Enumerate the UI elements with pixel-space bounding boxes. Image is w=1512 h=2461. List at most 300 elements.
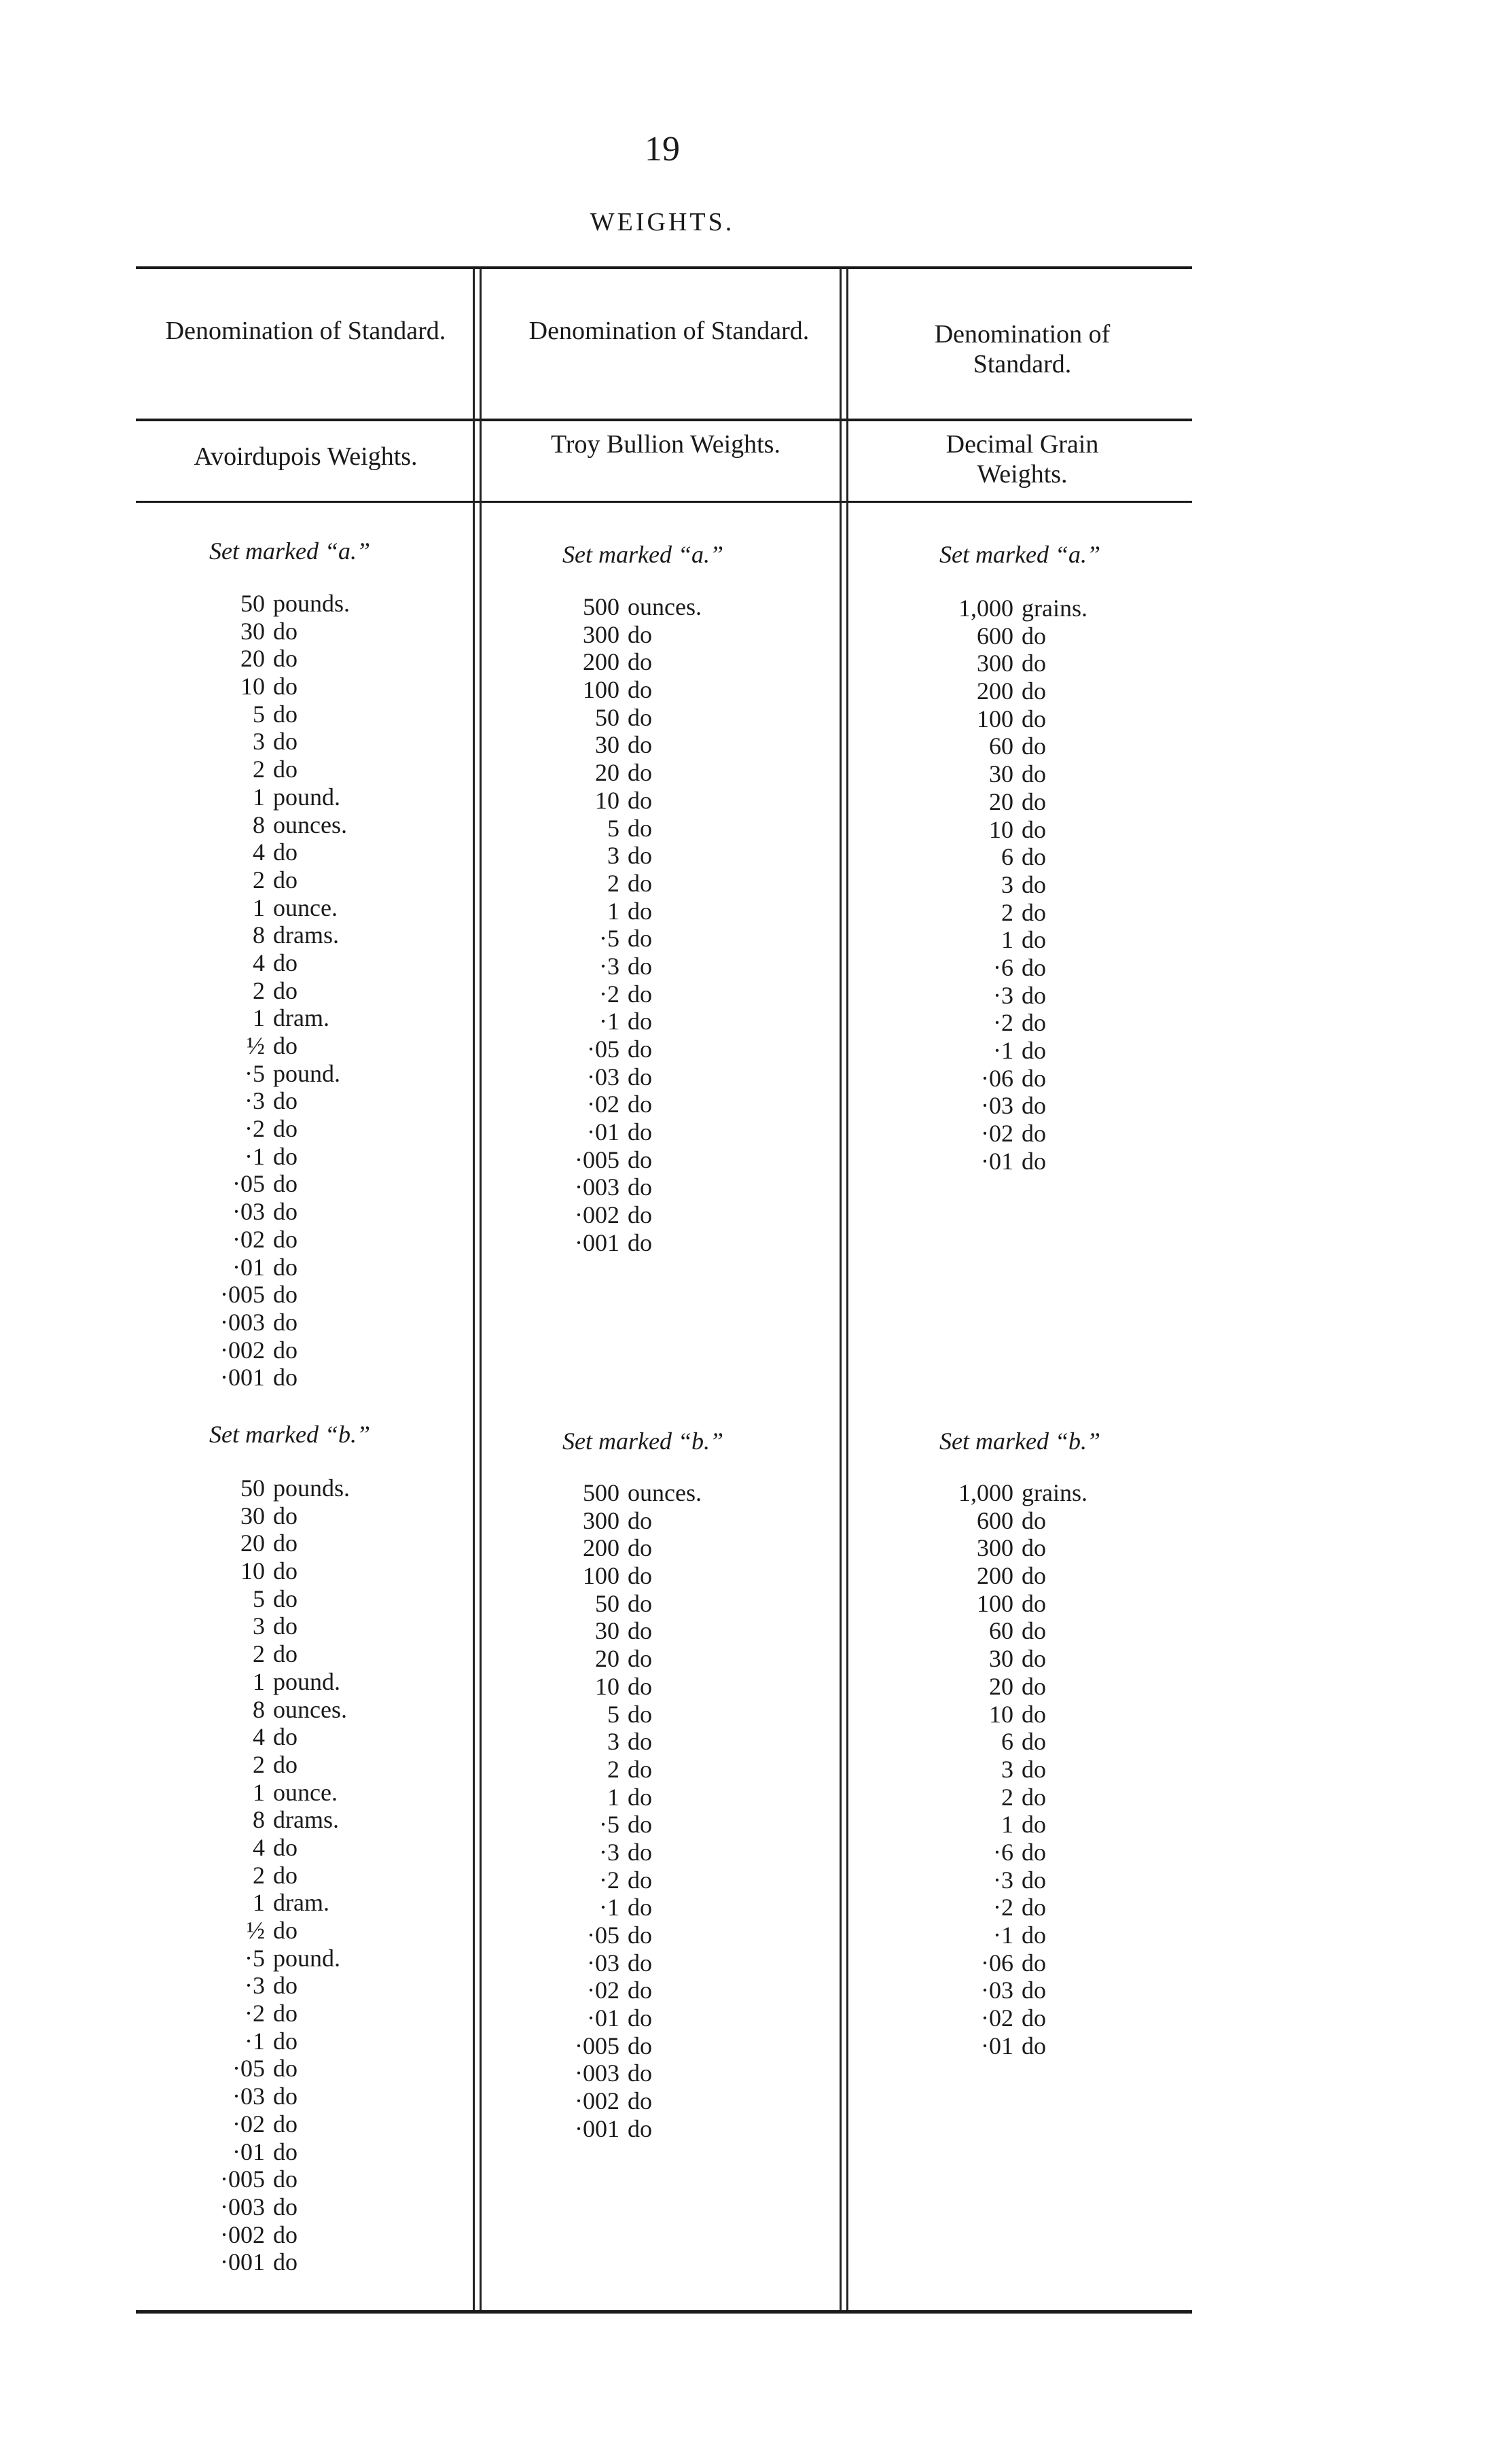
list-item [555, 1922, 702, 1949]
col3-set-a-list [935, 595, 1087, 1175]
weight-value: 30 [240, 1502, 265, 1529]
weight-value: ·001 [575, 2114, 619, 2142]
list-item [555, 953, 702, 980]
weight-value: ·01 [587, 2004, 619, 2032]
weight-value: 100 [977, 1589, 1013, 1617]
list-item [555, 2087, 702, 2115]
list-item [555, 925, 702, 953]
weight-value: 3 [1001, 870, 1013, 898]
weight-unit: do [1022, 843, 1046, 871]
weight-value: ·6 [993, 1838, 1013, 1866]
list-item [204, 1917, 350, 1945]
col1-header: Denomination of Standard. [165, 317, 446, 345]
weight-unit: ounce. [273, 893, 338, 921]
list-item [204, 894, 350, 922]
weight-unit: do [1022, 1534, 1046, 1562]
weight-value: 1 [253, 1778, 265, 1806]
list-item [204, 1474, 350, 1502]
weight-unit: do [1022, 705, 1046, 732]
weight-value: 1,000 [958, 1479, 1013, 1506]
weight-unit: do [273, 2248, 298, 2276]
top-rule [136, 266, 1192, 269]
weight-value: 1,000 [958, 595, 1013, 622]
weight-value: 500 [583, 593, 619, 620]
weight-unit: do [628, 1949, 652, 1977]
weight-unit: ounces. [273, 1695, 347, 1723]
weight-unit: do [1022, 1009, 1046, 1037]
list-item [935, 1065, 1087, 1093]
list-item [935, 760, 1087, 788]
list-item [204, 1751, 350, 1779]
weight-value: ·3 [993, 1866, 1013, 1894]
list-item [935, 1701, 1087, 1729]
weight-value: 1 [607, 897, 619, 925]
weight-value: ·3 [599, 952, 619, 980]
weight-unit: do [273, 976, 298, 1004]
weight-unit: do [273, 645, 298, 673]
list-item [935, 954, 1087, 982]
weight-value: 8 [253, 811, 265, 838]
list-item [204, 1557, 350, 1585]
weight-value: ·01 [981, 1147, 1013, 1175]
weight-value: 4 [253, 838, 265, 866]
weight-unit: do [1022, 650, 1046, 677]
weight-unit: do [273, 2110, 298, 2138]
list-item [204, 1115, 350, 1143]
column-divider-2b [846, 268, 848, 2310]
col1-set-a-list [204, 590, 350, 1392]
weight-value: ½ [247, 1032, 265, 1059]
col2-header: Denomination of Standard. [528, 317, 810, 345]
weight-value: ·003 [220, 1308, 265, 1336]
weight-value: ·01 [232, 2138, 265, 2165]
weight-unit: do [1022, 1866, 1046, 1894]
weight-unit: do [1022, 2004, 1046, 2032]
weight-unit: do [273, 1640, 298, 1668]
weight-unit: do [1022, 1700, 1046, 1728]
list-item [935, 1590, 1087, 1618]
list-item [555, 1701, 702, 1729]
list-item [935, 1673, 1087, 1701]
weight-value: ·01 [232, 1253, 265, 1281]
weight-value: 100 [977, 705, 1013, 732]
weight-unit: ounces. [273, 811, 347, 838]
weight-unit: do [273, 1281, 298, 1309]
weight-value: 2 [607, 1755, 619, 1783]
weight-value: 30 [595, 1617, 619, 1645]
list-item [555, 1118, 702, 1146]
weight-unit: do [273, 728, 298, 756]
weight-value: 2 [253, 756, 265, 783]
weight-unit: do [273, 838, 298, 866]
weight-unit: pound. [273, 1667, 340, 1695]
weight-value: ·06 [981, 1949, 1013, 1977]
weight-value: ·6 [993, 953, 1013, 981]
list-item [204, 811, 350, 839]
weight-unit: do [273, 1087, 298, 1115]
list-item [204, 977, 350, 1005]
weight-unit: do [273, 2000, 298, 2028]
weight-unit: do [1022, 898, 1046, 926]
weight-value: 10 [595, 786, 619, 814]
weight-value: 200 [583, 648, 619, 676]
weight-value: 50 [240, 1474, 265, 1502]
weight-value: ·002 [220, 2220, 265, 2248]
list-item [555, 2032, 702, 2060]
weight-unit: do [273, 1557, 298, 1585]
list-item [555, 1645, 702, 1673]
weight-value: ·002 [575, 1201, 619, 1229]
list-item [935, 677, 1087, 705]
list-item [555, 1894, 702, 1922]
weight-value: 600 [977, 1506, 1013, 1534]
weight-value: 5 [253, 1584, 265, 1612]
weight-value: 10 [989, 815, 1013, 843]
weight-unit: do [628, 1228, 652, 1256]
list-item [204, 1779, 350, 1807]
list-item [555, 980, 702, 1008]
list-item [204, 949, 350, 977]
bottom-rule [136, 2310, 1192, 2314]
weight-value: ·03 [232, 1198, 265, 1226]
weight-unit: do [273, 1612, 298, 1640]
col2-set-b-label: Set marked “b.” [562, 1428, 723, 1455]
list-item [555, 2059, 702, 2087]
list-item [555, 676, 702, 704]
list-item [204, 673, 350, 701]
weight-value: 4 [253, 1723, 265, 1751]
list-item [204, 1060, 350, 1088]
list-item [555, 1534, 702, 1562]
weight-unit: do [628, 1894, 652, 1922]
list-item [204, 1032, 350, 1060]
list-item [555, 759, 702, 787]
weight-value: 30 [989, 1645, 1013, 1673]
weight-value: 1 [607, 1783, 619, 1811]
list-item [204, 2138, 350, 2166]
list-item [935, 899, 1087, 927]
list-item [204, 1281, 350, 1309]
list-item [204, 701, 350, 728]
weight-value: ·2 [993, 1009, 1013, 1037]
weight-value: 2 [253, 1861, 265, 1889]
weight-unit: do [273, 949, 298, 976]
list-item [555, 1839, 702, 1866]
weight-value: 100 [583, 1562, 619, 1590]
list-item [204, 1640, 350, 1668]
weight-unit: do [273, 1336, 298, 1364]
weight-unit: do [1022, 1755, 1046, 1783]
column-divider-1a [473, 268, 475, 2310]
col1-set-a-label: Set marked “a.” [209, 537, 370, 565]
weight-unit: do [273, 2165, 298, 2193]
weight-unit: do [628, 897, 652, 925]
weight-value: ·03 [981, 1092, 1013, 1120]
weight-value: ·1 [245, 1142, 265, 1170]
weight-unit: do [1022, 1064, 1046, 1092]
weight-unit: pound. [273, 783, 340, 811]
list-item [935, 650, 1087, 677]
list-item [555, 815, 702, 843]
weight-unit: do [628, 1866, 652, 1894]
weight-unit: do [1022, 1922, 1046, 1949]
weight-unit: do [1022, 1838, 1046, 1866]
col1-subheader: Avoirdupois Weights. [194, 442, 418, 471]
weight-value: ·005 [575, 1146, 619, 1173]
list-item [935, 2032, 1087, 2060]
weight-unit: do [628, 1118, 652, 1146]
weight-unit: pounds. [273, 1474, 350, 1502]
weight-value: 20 [240, 1529, 265, 1557]
weight-unit: do [273, 1225, 298, 1253]
weight-unit: do [273, 1115, 298, 1143]
weight-value: ·02 [981, 1120, 1013, 1148]
weight-value: 1 [1001, 1811, 1013, 1839]
weight-value: ·002 [575, 2087, 619, 2115]
weight-unit: do [1022, 953, 1046, 981]
weight-unit: pound. [273, 1059, 340, 1087]
weight-unit: do [628, 2004, 652, 2032]
weight-unit: do [1022, 1147, 1046, 1175]
list-item [204, 1972, 350, 2000]
weight-value: 1 [253, 1667, 265, 1695]
weight-value: ·03 [981, 1977, 1013, 2004]
weight-unit: do [628, 1922, 652, 1949]
weight-unit: do [273, 1972, 298, 2000]
weight-unit: do [1022, 1589, 1046, 1617]
weight-value: ·02 [587, 1977, 619, 2004]
weight-unit: do [273, 756, 298, 783]
weight-unit: do [1022, 1811, 1046, 1839]
weight-unit: do [628, 731, 652, 759]
weight-unit: do [628, 1700, 652, 1728]
weight-value: ·003 [575, 1173, 619, 1201]
weight-unit: do [1022, 815, 1046, 843]
list-item [555, 1728, 702, 1756]
list-item [935, 1009, 1087, 1037]
list-item [935, 1148, 1087, 1175]
list-item [935, 1534, 1087, 1562]
weight-value: ·02 [981, 2004, 1013, 2032]
weight-value: 2 [1001, 898, 1013, 926]
list-item [935, 816, 1087, 844]
list-item [204, 1309, 350, 1336]
list-item [935, 871, 1087, 899]
weight-unit: do [628, 1589, 652, 1617]
weight-value: 10 [989, 1700, 1013, 1728]
list-item [555, 1146, 702, 1174]
list-item [935, 2004, 1087, 2032]
list-item [935, 1645, 1087, 1673]
list-item [935, 1811, 1087, 1839]
weight-unit: do [628, 2114, 652, 2142]
weight-unit: do [628, 1091, 652, 1118]
list-item [935, 1562, 1087, 1590]
list-item [555, 1590, 702, 1618]
weight-value: 50 [595, 703, 619, 731]
weight-unit: do [628, 620, 652, 648]
list-item [555, 1008, 702, 1035]
weight-unit: do [273, 617, 298, 645]
weight-value: ½ [247, 1917, 265, 1944]
weight-unit: do [273, 700, 298, 728]
weight-value: ·2 [599, 980, 619, 1008]
weight-value: ·2 [599, 1866, 619, 1894]
weight-unit: do [628, 1728, 652, 1756]
weight-unit: do [273, 2055, 298, 2083]
weight-value: 300 [583, 620, 619, 648]
list-item [555, 1507, 702, 1535]
weight-unit: do [628, 759, 652, 787]
list-item [204, 1198, 350, 1226]
list-item [555, 1784, 702, 1811]
weight-unit: do [628, 1201, 652, 1229]
list-item [204, 1585, 350, 1613]
col1-set-b-list [204, 1474, 350, 2276]
list-item [555, 1756, 702, 1784]
weight-unit: do [273, 1723, 298, 1751]
weight-unit: do [273, 1032, 298, 1059]
weight-value: 60 [989, 1617, 1013, 1645]
list-item [935, 1617, 1087, 1645]
weight-value: ·02 [232, 1225, 265, 1253]
list-item [555, 1173, 702, 1201]
weight-value: ·005 [575, 2032, 619, 2059]
list-item [935, 1784, 1087, 1811]
weight-unit: do [273, 2138, 298, 2165]
weight-unit: do [628, 1811, 652, 1839]
col1-set-b-label: Set marked “b.” [209, 1421, 370, 1448]
weight-unit: ounces. [628, 593, 702, 620]
weight-value: 200 [977, 1562, 1013, 1590]
list-item [555, 648, 702, 676]
weight-value: 6 [1001, 843, 1013, 871]
weight-value: 30 [595, 731, 619, 759]
list-item [204, 921, 350, 949]
weight-unit: do [1022, 1977, 1046, 2004]
weight-unit: do [628, 703, 652, 731]
weight-unit: do [628, 1977, 652, 2004]
weight-unit: do [628, 1755, 652, 1783]
weight-value: 8 [253, 1695, 265, 1723]
list-item [555, 2004, 702, 2032]
col2-set-b-list [555, 1479, 702, 2143]
list-item [935, 1479, 1087, 1507]
col3-set-b-list [935, 1479, 1087, 2059]
col2-set-a-list [555, 593, 702, 1257]
weight-value: 1 [253, 783, 265, 811]
weight-unit: do [628, 980, 652, 1008]
weight-value: 3 [607, 1728, 619, 1756]
weight-unit: do [628, 1617, 652, 1645]
weight-value: 5 [607, 1700, 619, 1728]
list-item [935, 732, 1087, 760]
list-item [204, 2165, 350, 2193]
weight-value: 1 [253, 1889, 265, 1917]
weight-value: 20 [595, 759, 619, 787]
weight-unit: do [1022, 732, 1046, 760]
weight-unit: do [273, 1170, 298, 1198]
weight-unit: do [628, 1035, 652, 1063]
page-number: 19 [645, 130, 680, 169]
weight-value: 30 [989, 760, 1013, 788]
weight-unit: do [273, 1364, 298, 1392]
weight-value: 200 [977, 677, 1013, 705]
weight-unit: do [273, 1529, 298, 1557]
list-item [204, 2083, 350, 2110]
list-item [935, 926, 1087, 954]
weight-unit: grains. [1022, 595, 1087, 622]
list-item [555, 1977, 702, 2004]
weight-value: ·1 [993, 1037, 1013, 1064]
weight-unit: do [273, 1833, 298, 1861]
weight-value: 5 [607, 814, 619, 842]
list-item [935, 1092, 1087, 1120]
weight-unit: do [628, 2059, 652, 2087]
list-item [935, 1949, 1087, 1977]
weight-unit: grains. [1022, 1479, 1087, 1506]
weight-value: 3 [607, 842, 619, 870]
weight-value: ·5 [599, 1811, 619, 1839]
weight-value: 2 [1001, 1783, 1013, 1811]
list-item [204, 1696, 350, 1724]
list-item [555, 1229, 702, 1257]
list-item [204, 756, 350, 783]
weight-value: 1 [253, 893, 265, 921]
col3-set-b-label: Set marked “b.” [939, 1428, 1100, 1455]
weight-unit: do [273, 1198, 298, 1226]
weight-unit: do [273, 673, 298, 701]
weight-unit: dram. [273, 1889, 329, 1917]
weight-value: 6 [1001, 1728, 1013, 1756]
weight-value: 500 [583, 1479, 619, 1506]
weight-unit: do [1022, 622, 1046, 650]
weight-unit: do [273, 1750, 298, 1778]
list-item [204, 866, 350, 894]
weight-unit: do [1022, 2032, 1046, 2059]
weight-value: 200 [583, 1534, 619, 1562]
weight-value: 10 [240, 673, 265, 701]
list-item [204, 1668, 350, 1696]
list-item [935, 622, 1087, 650]
weight-unit: ounce. [273, 1778, 338, 1806]
list-item [204, 1143, 350, 1171]
weight-unit: do [628, 2032, 652, 2059]
list-item [555, 898, 702, 925]
weight-value: 300 [977, 1534, 1013, 1562]
list-item [204, 1806, 350, 1834]
weight-value: ·02 [232, 2110, 265, 2138]
weight-unit: do [273, 2193, 298, 2220]
weight-unit: do [628, 925, 652, 953]
list-item [204, 1612, 350, 1640]
weight-value: 20 [595, 1645, 619, 1673]
weight-unit: do [628, 1783, 652, 1811]
weight-value: 2 [253, 1750, 265, 1778]
weight-value: 2 [253, 866, 265, 893]
weight-value: 20 [989, 787, 1013, 815]
list-item [555, 621, 702, 649]
list-item [935, 1756, 1087, 1784]
list-item [204, 2248, 350, 2276]
weight-value: 2 [253, 1640, 265, 1668]
list-item [935, 1728, 1087, 1756]
list-item [555, 1035, 702, 1063]
list-item [555, 2115, 702, 2143]
list-item [555, 842, 702, 870]
list-item [204, 2000, 350, 2028]
col3-set-a-label: Set marked “a.” [939, 541, 1100, 568]
